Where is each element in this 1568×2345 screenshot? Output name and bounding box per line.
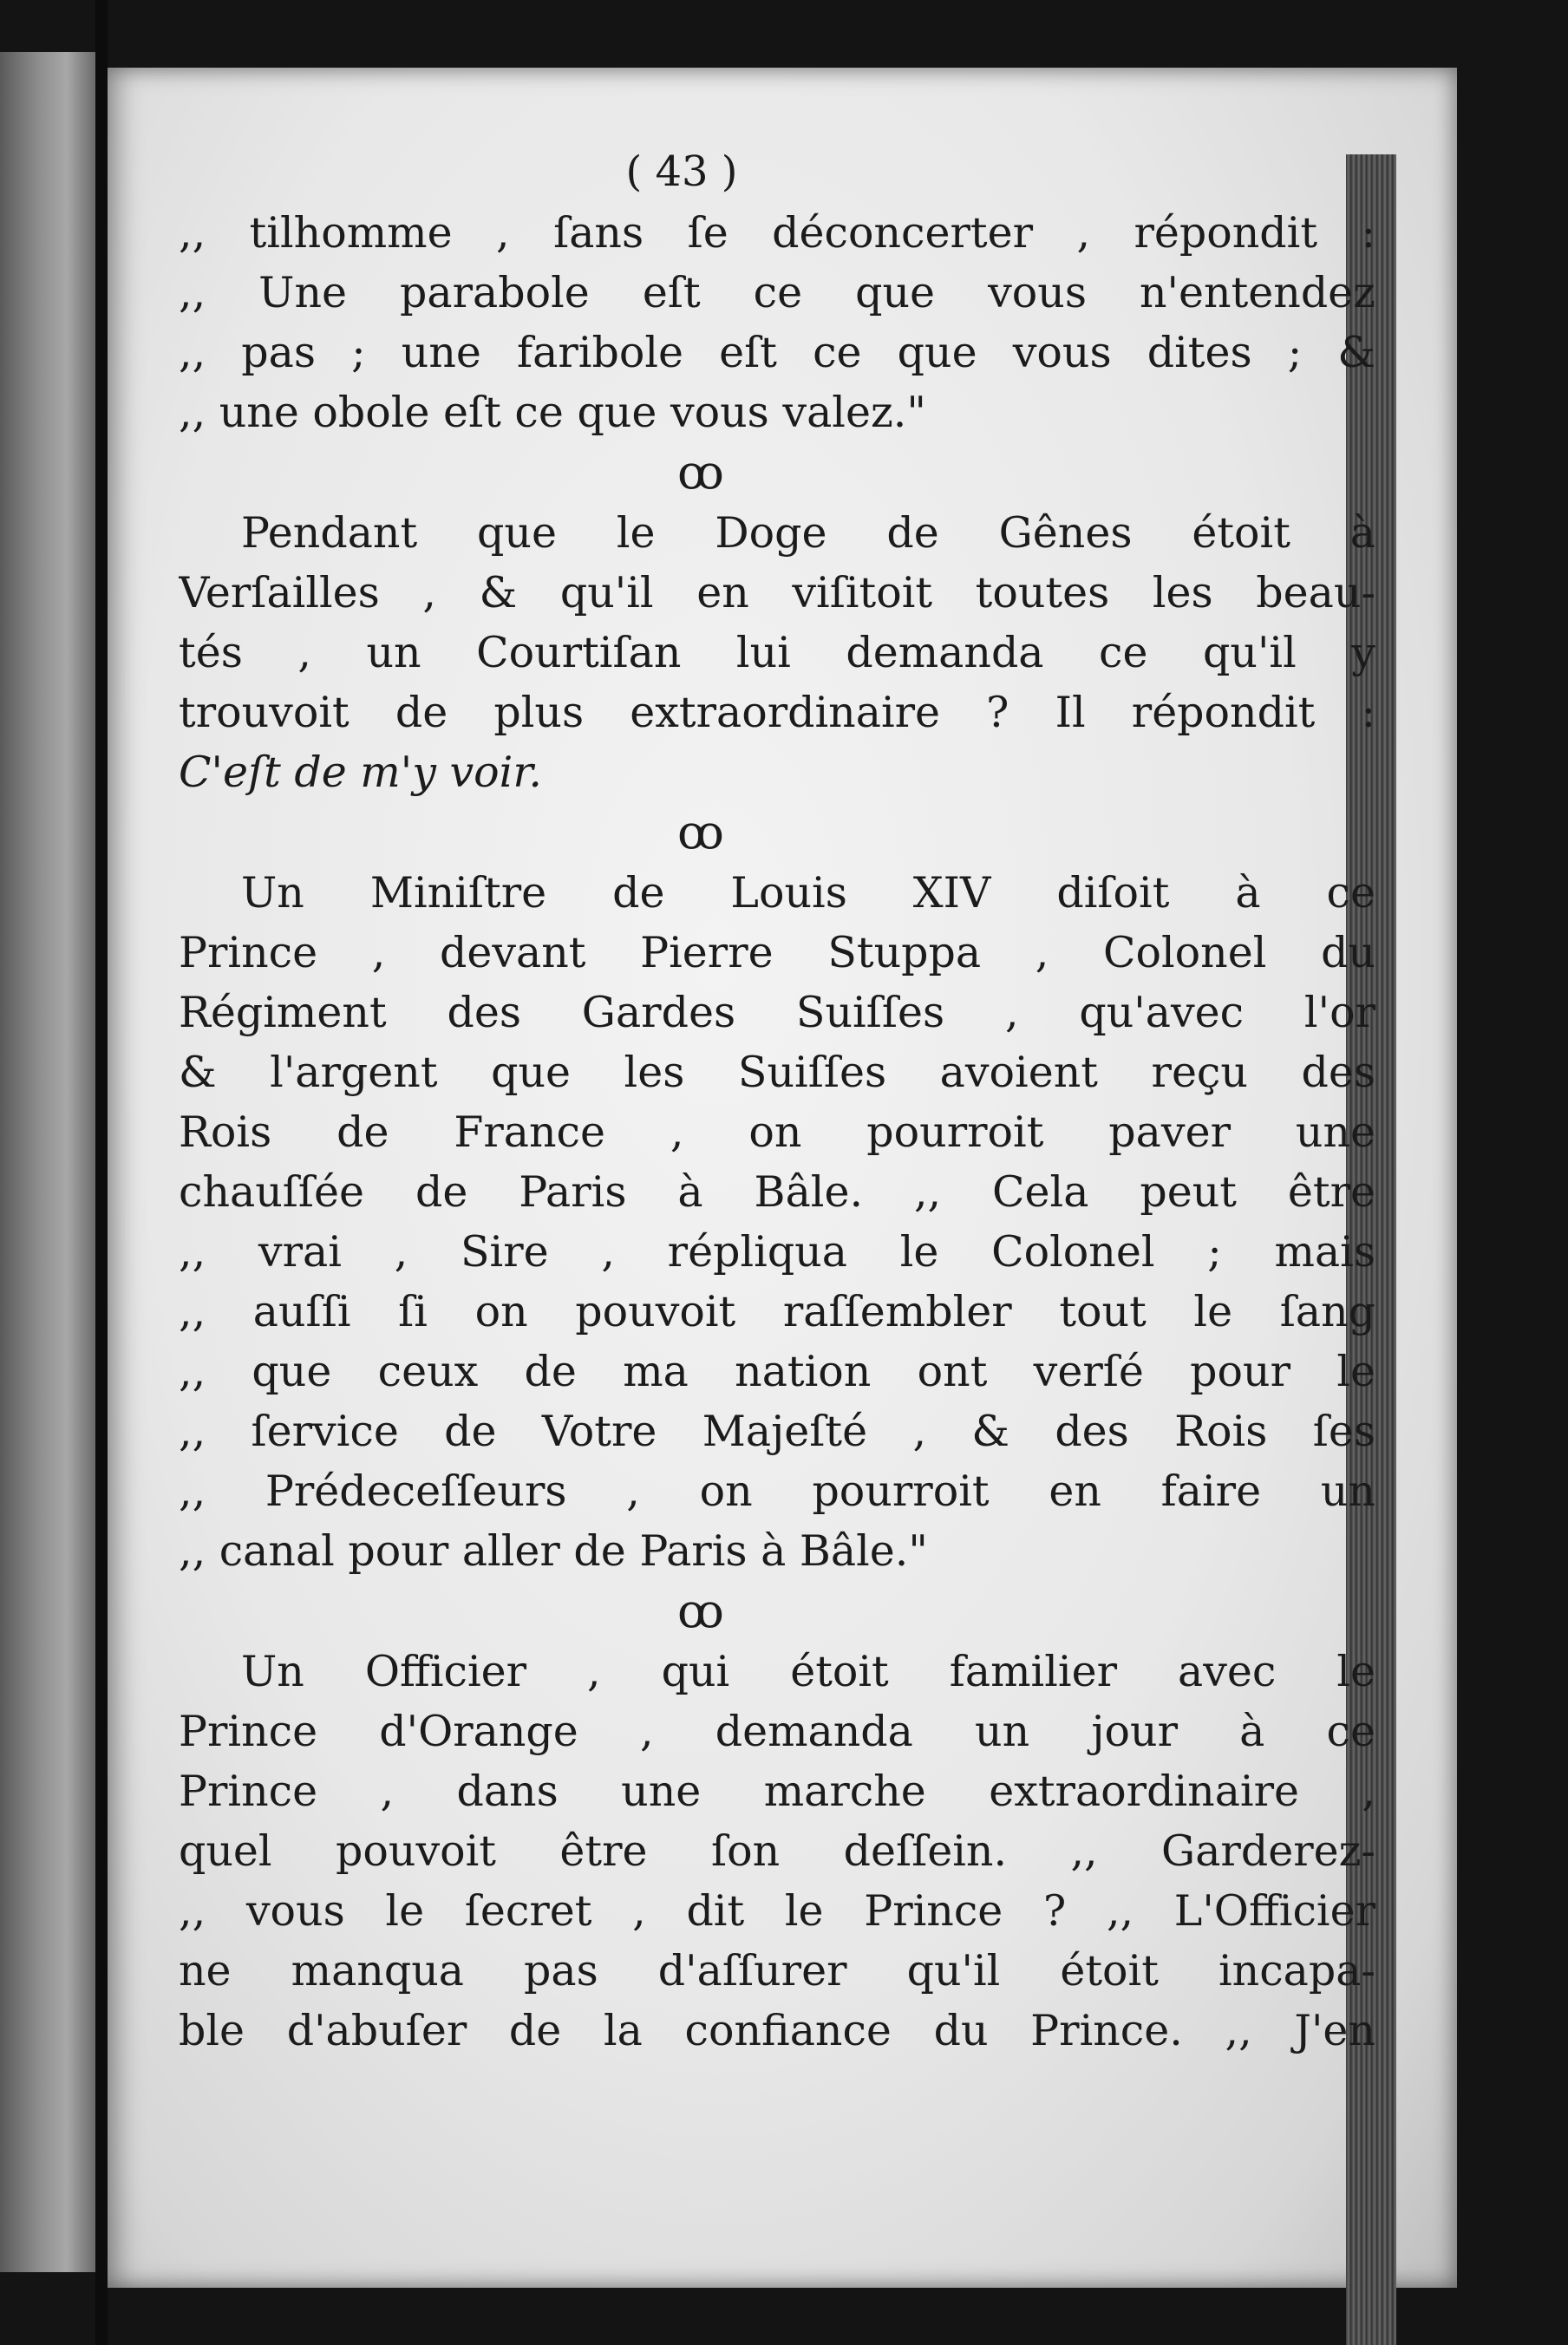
text-line: ne manqua pas d'aſſurer qu'il étoit incapa- (179, 1946, 1375, 1996)
text-line: Prince , dans une marche extraordinaire , (179, 1767, 1375, 1816)
text-line: ,, que ceux de ma nation ont verſé pour le (179, 1347, 1375, 1396)
text-line: ,, auſſi ſi on pouvoit raſſembler tout le ſang (179, 1287, 1375, 1336)
text-line: Prince d'Orange , demanda un jour à ce (179, 1707, 1375, 1756)
text-line: ,, tilhomme , ſans ſe déconcerter , répondit : (179, 208, 1375, 258)
text-line: quel pouvoit être ſon deſſein. ,, Garderez- (179, 1826, 1375, 1876)
text-line: trouvoit de plus extraordinaire ? Il répondit : (179, 688, 1375, 737)
text-line: Un Miniſtre de Louis XIV diſoit à ce (241, 868, 1375, 918)
text-line: ,, Prédeceſſeurs , on pourroit en faire un (179, 1466, 1375, 1516)
paragraph-1 (179, 203, 1375, 442)
text-line: Verſailles , & qu'il en viſitoit toutes les beau- (179, 568, 1375, 617)
text-line: chauſſée de Paris à Bâle. ,, Cela peut être (179, 1167, 1375, 1217)
text-line: ble d'abuſer de la confiance du Prince. ,, J'en (179, 2006, 1375, 2055)
text-line: Pendant que le Doge de Gênes étoit à (241, 508, 1375, 558)
text-line: & l'argent que les Suiſſes avoient reçu des (179, 1048, 1375, 1097)
text-line: ,, vrai , Sire , répliqua le Colonel ; mais (179, 1227, 1375, 1277)
left-page-fragment (0, 52, 95, 2272)
text-line: C'eſt de m'y voir. (179, 748, 542, 797)
book-page (108, 68, 1457, 2288)
page-text (179, 147, 1375, 2061)
text-line: Prince , devant Pierre Stuppa , Colonel du (179, 928, 1375, 977)
text-line: ,, vous le ſecret , dit le Prince ? ,, L'Officier (179, 1886, 1375, 1936)
book-gutter (95, 0, 108, 2345)
paragraph-3 (179, 863, 1375, 1581)
text-line: tés , un Courtiſan lui demanda ce qu'il y (179, 628, 1375, 677)
text-line: Rois de France , on pourroit paver une (179, 1107, 1375, 1157)
paragraph-4 (179, 1642, 1375, 2061)
text-line: ,, Une parabole eſt ce que vous n'entendez (179, 268, 1375, 317)
ornament-divider: ꝏ (677, 445, 721, 500)
ornament-divider: ꝏ (677, 805, 721, 859)
ornament-divider: ꝏ (677, 1584, 721, 1638)
text-line: ,, ſervice de Votre Majeſté , & des Rois ſes (179, 1407, 1375, 1456)
paragraph-2 (179, 503, 1375, 802)
text-line: ,, pas ; une faribole eſt ce que vous dites ; & (179, 328, 1375, 377)
text-line: ,, une obole eſt ce que vous valez." (179, 388, 926, 437)
text-line: ,, canal pour aller de Paris à Bâle." (179, 1526, 928, 1576)
page-number: ( 43 ) (625, 147, 738, 196)
text-line: Régiment des Gardes Suiſſes , qu'avec l'or (179, 988, 1375, 1037)
text-line: Un Officier , qui étoit familier avec le (241, 1647, 1375, 1696)
